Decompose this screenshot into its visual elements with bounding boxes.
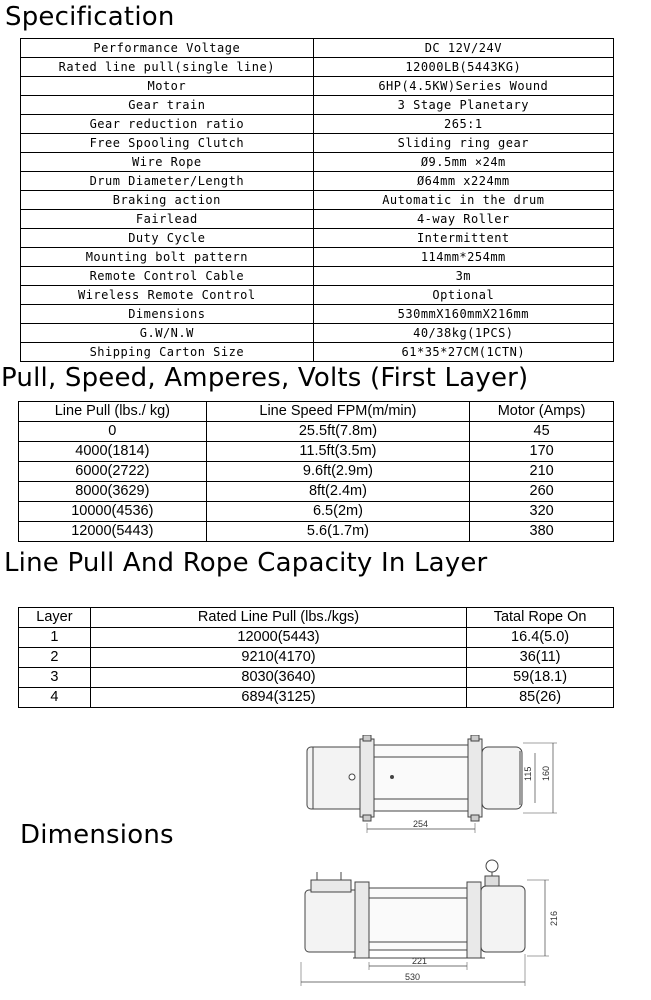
performance-row-cell: 11.5ft(3.5m) (206, 442, 470, 462)
spec-row-cell: Motor (21, 77, 314, 96)
capacity-row-cell: 85(26) (467, 688, 614, 708)
performance-row (19, 502, 614, 522)
performance-heading: Pull, Speed, Amperes, Volts (First Layer) (1, 363, 529, 393)
performance-table (18, 401, 614, 542)
performance-row (19, 442, 614, 462)
performance-row-cell: 5.6(1.7m) (206, 522, 470, 542)
spec-row-cell: Drum Diameter/Length (21, 172, 314, 191)
spec-row-cell: 114mm*254mm (313, 248, 613, 267)
spec-row-cell: Duty Cycle (21, 229, 314, 248)
spec-row-cell: G.W/N.W (21, 324, 314, 343)
dim-216-label: 216 (549, 910, 559, 926)
performance-row (19, 462, 614, 482)
performance-row-cell: 210 (470, 462, 614, 482)
spec-row-cell: Free Spooling Clutch (21, 134, 314, 153)
capacity-row (19, 688, 614, 708)
capacity-row (19, 648, 614, 668)
capacity-row-cell: 8030(3640) (90, 668, 466, 688)
spec-row-cell: Ø64mm x224mm (313, 172, 613, 191)
capacity-header-row-cell: Layer (19, 608, 91, 628)
performance-row-cell: 320 (470, 502, 614, 522)
performance-header-row (19, 402, 614, 422)
capacity-row-cell: 9210(4170) (90, 648, 466, 668)
performance-row-cell: 6.5(2m) (206, 502, 470, 522)
spec-row-cell: 6HP(4.5KW)Series Wound (313, 77, 613, 96)
performance-row-cell: 9.6ft(2.9m) (206, 462, 470, 482)
performance-row (19, 422, 614, 442)
spec-row-cell: 3 Stage Planetary (313, 96, 613, 115)
dim-115-label: 115 (523, 766, 533, 781)
capacity-header-row-cell: Rated Line Pull (lbs./kgs) (90, 608, 466, 628)
performance-row-cell: 8ft(2.4m) (206, 482, 470, 502)
performance-row-cell: 4000(1814) (19, 442, 207, 462)
spec-row-cell: Dimensions (21, 305, 314, 324)
capacity-row-cell: 16.4(5.0) (467, 628, 614, 648)
spec-row-cell: 61*35*27CM(1CTN) (313, 343, 613, 362)
capacity-row-cell: 1 (19, 628, 91, 648)
dim-221-label: 221 (412, 956, 428, 966)
spec-row-cell: Rated line pull(single line) (21, 58, 314, 77)
spec-row-cell: DC 12V/24V (313, 39, 613, 58)
performance-header-row-cell: Motor (Amps) (470, 402, 614, 422)
spec-row-cell: 530mmX160mmX216mm (313, 305, 613, 324)
spec-row (21, 229, 614, 248)
winch-front-view-drawing (295, 850, 595, 990)
spec-row-cell: 3m (313, 267, 613, 286)
performance-row-cell: 380 (470, 522, 614, 542)
spec-row-cell: Automatic in the drum (313, 191, 613, 210)
spec-row (21, 153, 614, 172)
spec-row-cell: 265:1 (313, 115, 613, 134)
capacity-row (19, 668, 614, 688)
capacity-row-cell: 3 (19, 668, 91, 688)
capacity-table (18, 607, 614, 708)
dim-530-label: 530 (405, 972, 421, 982)
spec-row (21, 115, 614, 134)
performance-header-row-cell: Line Speed FPM(m/min) (206, 402, 470, 422)
spec-row-cell: Ø9.5mm ×24m (313, 153, 613, 172)
capacity-row-cell: 12000(5443) (90, 628, 466, 648)
spec-row (21, 77, 614, 96)
spec-row-cell: Intermittent (313, 229, 613, 248)
performance-row-cell: 6000(2722) (19, 462, 207, 482)
performance-row-cell: 170 (470, 442, 614, 462)
spec-row-cell: Shipping Carton Size (21, 343, 314, 362)
spec-row-cell: Sliding ring gear (313, 134, 613, 153)
spec-row (21, 172, 614, 191)
spec-heading: Specification (5, 2, 175, 32)
performance-header-row-cell: Line Pull (lbs./ kg) (19, 402, 207, 422)
spec-row-cell: 12000LB(5443KG) (313, 58, 613, 77)
performance-row-cell: 260 (470, 482, 614, 502)
spec-row (21, 134, 614, 153)
spec-row (21, 343, 614, 362)
dimensions-heading: Dimensions (20, 820, 174, 850)
capacity-header-row-cell: Tatal Rope On (467, 608, 614, 628)
capacity-heading: Line Pull And Rope Capacity In Layer (4, 548, 488, 578)
spec-row-cell: Gear reduction ratio (21, 115, 314, 134)
winch-top-view-drawing (295, 735, 595, 835)
spec-row (21, 96, 614, 115)
spec-row (21, 210, 614, 229)
performance-row-cell: 12000(5443) (19, 522, 207, 542)
performance-row-cell: 8000(3629) (19, 482, 207, 502)
spec-row-cell: Wireless Remote Control (21, 286, 314, 305)
spec-row (21, 267, 614, 286)
capacity-row-cell: 2 (19, 648, 91, 668)
spec-row-cell: 40/38kg(1PCS) (313, 324, 613, 343)
performance-row-cell: 25.5ft(7.8m) (206, 422, 470, 442)
capacity-row-cell: 36(11) (467, 648, 614, 668)
spec-row-cell: Fairlead (21, 210, 314, 229)
dim-254-label: 254 (413, 819, 429, 829)
performance-row-cell: 45 (470, 422, 614, 442)
performance-row (19, 522, 614, 542)
spec-row-cell: Gear train (21, 96, 314, 115)
performance-row (19, 482, 614, 502)
spec-row-cell: Mounting bolt pattern (21, 248, 314, 267)
spec-row (21, 305, 614, 324)
spec-row (21, 39, 614, 58)
spec-row (21, 286, 614, 305)
capacity-row-cell: 59(18.1) (467, 668, 614, 688)
capacity-row-cell: 4 (19, 688, 91, 708)
capacity-row (19, 628, 614, 648)
spec-row-cell: Braking action (21, 191, 314, 210)
spec-row-cell: Performance Voltage (21, 39, 314, 58)
spec-row (21, 324, 614, 343)
performance-row-cell: 0 (19, 422, 207, 442)
spec-row-cell: Remote Control Cable (21, 267, 314, 286)
performance-row-cell: 10000(4536) (19, 502, 207, 522)
spec-row (21, 58, 614, 77)
spec-table (20, 38, 614, 362)
spec-row-cell: Wire Rope (21, 153, 314, 172)
spec-row-cell: 4-way Roller (313, 210, 613, 229)
capacity-header-row (19, 608, 614, 628)
spec-row (21, 191, 614, 210)
spec-row (21, 248, 614, 267)
capacity-row-cell: 6894(3125) (90, 688, 466, 708)
dim-160-label: 160 (541, 765, 551, 781)
spec-row-cell: Optional (313, 286, 613, 305)
